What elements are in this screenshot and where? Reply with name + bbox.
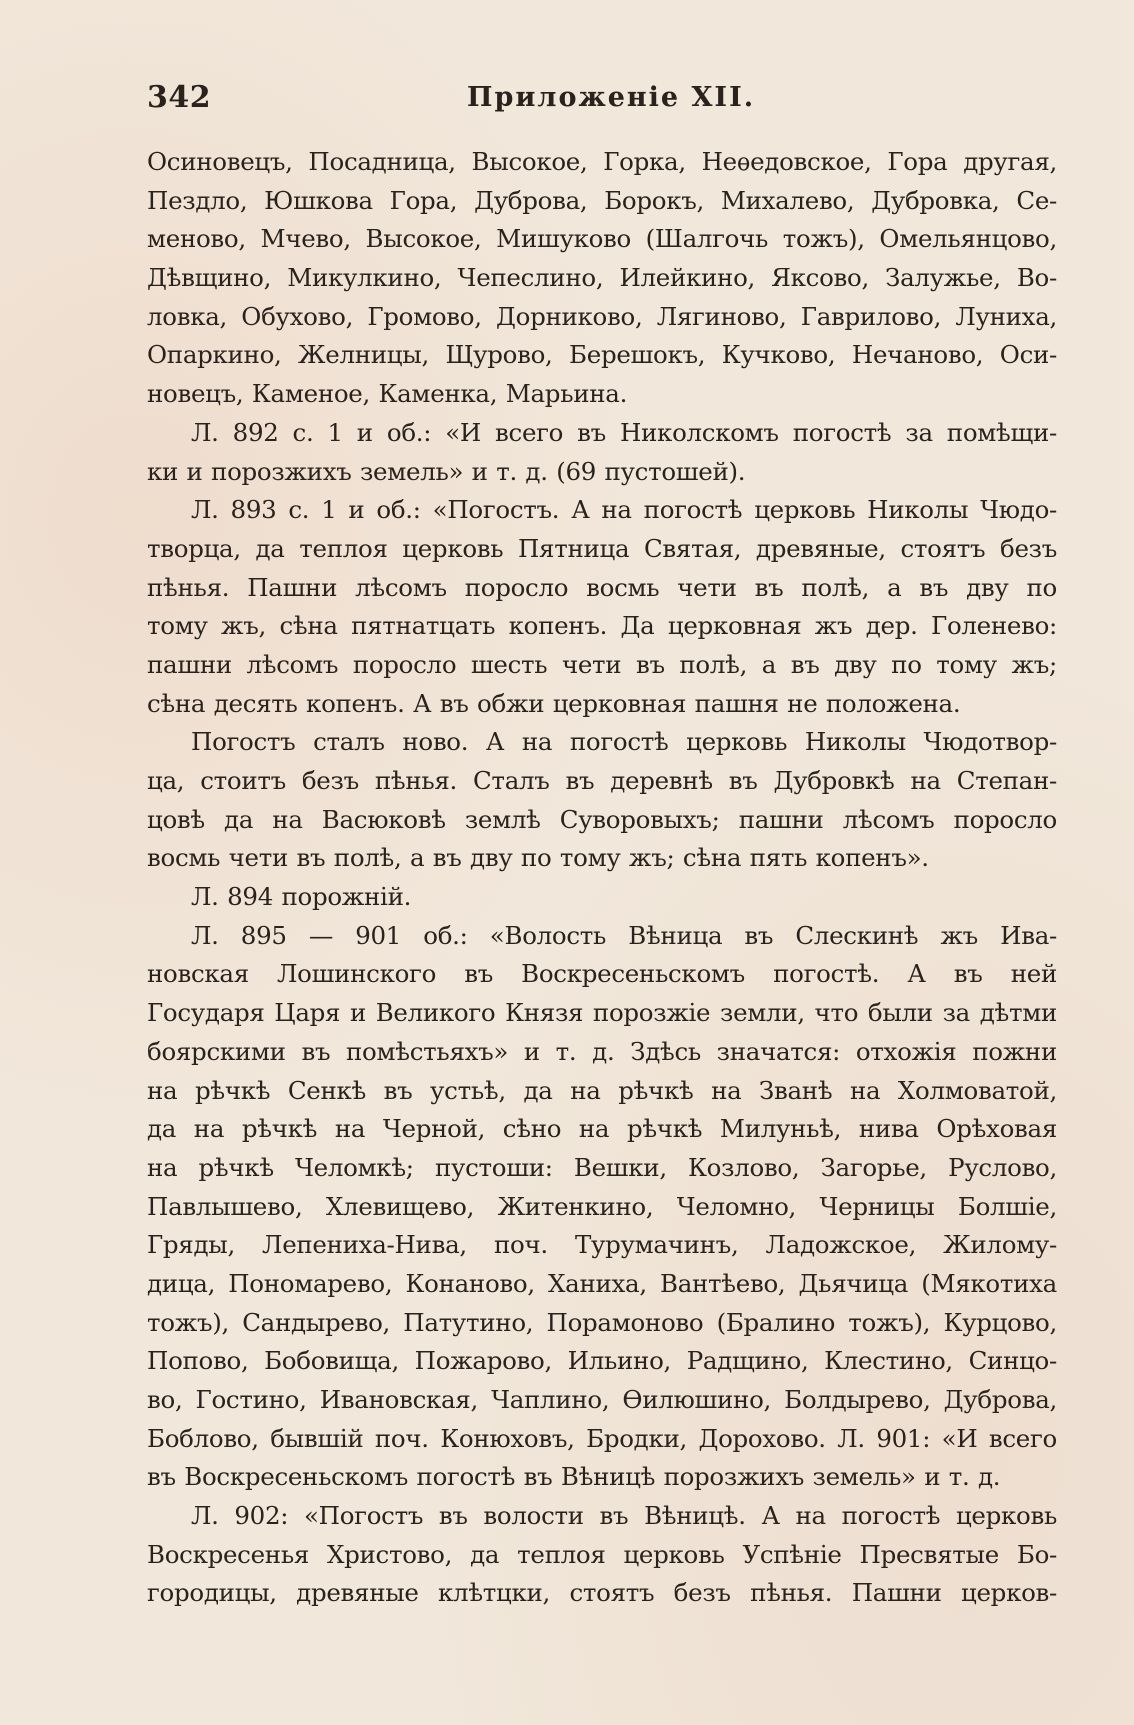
text-line: Л. 895 — 901 об.: «Волость Вѣница въ Слескинѣ жъ Ива- [191, 920, 1057, 950]
text-line: на рѣчкѣ Сенкѣ въ устьѣ, да на рѣчкѣ на Званѣ на Холмоватой, [147, 1075, 1057, 1105]
text-line: Л. 892 с. 1 и об.: «И всего въ Николскомъ погостѣ за помѣщи- [191, 417, 1057, 447]
text-line: Л. 902: «Погостъ въ волости въ Вѣницѣ. А на погостѣ церковь [191, 1501, 1057, 1531]
text-line: Осиновецъ, Посадница, Высокое, Горка, Неѳедовское, Гора другая, [147, 147, 1057, 176]
text-line: Государя Царя и Великого Князя порозжіе земли, что были за дѣтми [147, 998, 1057, 1028]
text-line: ца, стоитъ безъ пѣнья. Сталъ въ деревнѣ въ Дубровкѣ на Степан- [147, 766, 1057, 795]
text-line: Попово, Бобовища, Пожарово, Ильино, Радщино, Клестино, Синцо- [147, 1346, 1057, 1376]
text-line: во, Гостино, Ивановская, Чаплино, Ѳилюшино, Болдырево, Дуброва, [147, 1385, 1057, 1414]
text-line: сѣна десять копенъ. А въ обжи церковная пашня не положена. [147, 688, 961, 718]
running-title: Приложеніе XII. [467, 82, 756, 113]
text-line: Гряды, Лепениха-Нива, поч. Турумачинъ, Ладожское, Жилому- [147, 1230, 1057, 1260]
text-line: восмь чети въ полѣ, а въ дву по тому жъ; сѣна пять копенъ». [147, 843, 929, 873]
text-line: пѣнья. Пашни лѣсомъ поросло восмь чети въ полѣ, а въ дву по [147, 572, 1057, 602]
text-line: Дѣвщино, Микулкино, Чепеслино, Илейкино, Яксово, Залужье, Во- [147, 263, 1057, 293]
text-line: ки и порозжихъ земель» и т. д. (69 пустошей). [147, 456, 746, 486]
page-header [147, 80, 1057, 120]
text-line: боярскими въ помѣстьяхъ» и т. д. Здѣсь значатся: отхожія пожни [147, 1036, 1057, 1066]
text-line: меново, Мчево, Высокое, Мишуково (Шалгочь тожъ), Омельянцово, [147, 224, 1057, 254]
text-line: пашни лѣсомъ поросло шесть чети въ полѣ, а въ дву по тому жъ; [147, 649, 1057, 679]
body-text [147, 143, 1057, 1613]
text-line: на рѣчкѣ Челомкѣ; пустоши: Вешки, Козлово, Загорье, Руслово, [147, 1152, 1057, 1182]
text-line: Опаркино, Желницы, Щурово, Берешокъ, Кучково, Нечаново, Оси- [147, 340, 1057, 370]
text-line: новская Лошинского въ Воскресеньскомъ погостѣ. А въ ней [147, 959, 1057, 989]
text-line: Л. 894 порожній. [191, 882, 412, 912]
text-line: творца, да теплоя церковь Пятница Святая, древяные, стоятъ безъ [147, 533, 1057, 563]
text-line: да на рѣчкѣ на Черной, сѣно на рѣчкѣ Милуньѣ, нива Орѣховая [147, 1114, 1057, 1144]
text-line: тожъ), Сандырево, Патутино, Порамоново (Бралино тожъ), Курцово, [147, 1307, 1057, 1337]
text-line: Л. 893 с. 1 и об.: «Погостъ. А на погостѣ церковь Николы Чюдо- [191, 495, 1057, 525]
text-line: Павлышево, Хлевищево, Житенкино, Челомно, Черницы Болшіе, [147, 1191, 1057, 1221]
text-line: дица, Пономарево, Конаново, Ханиха, Вантѣево, Дьячица (Мякотиха [147, 1268, 1057, 1298]
text-line: Пездло, Юшкова Гора, Дуброва, Борокъ, Михалево, Дубровка, Се- [147, 185, 1057, 215]
page-number: 342 [147, 80, 212, 115]
text-line: Воскресенья Христово, да теплоя церковь Успѣніе Пресвятые Бо- [147, 1539, 1057, 1569]
text-line: Боблово, бывшій поч. Конюховъ, Бродки, Дорохово. Л. 901: «И всего [147, 1423, 1057, 1453]
text-line: Погостъ сталъ ново. А на погостѣ церковь Николы Чюдотвор- [191, 727, 1057, 757]
text-line: въ Воскресеньскомъ погостѣ въ Вѣницѣ порозжихъ земель» и т. д. [147, 1462, 1001, 1492]
text-line: городицы, древяные клѣтцки, стоятъ безъ пѣнья. Пашни церков- [147, 1578, 1057, 1608]
text-line: цовѣ да на Васюковѣ землѣ Суворовыхъ; пашни лѣсомъ поросло [147, 804, 1057, 834]
text-line: новецъ, Каменое, Каменка, Марьина. [147, 379, 628, 409]
text-line: тому жъ, сѣна пятнатцать копенъ. Да церковная жъ дер. Голенево: [147, 611, 1057, 641]
text-line: ловка, Обухово, Громово, Дорниково, Лягиново, Гаврилово, Луниха, [147, 301, 1057, 331]
